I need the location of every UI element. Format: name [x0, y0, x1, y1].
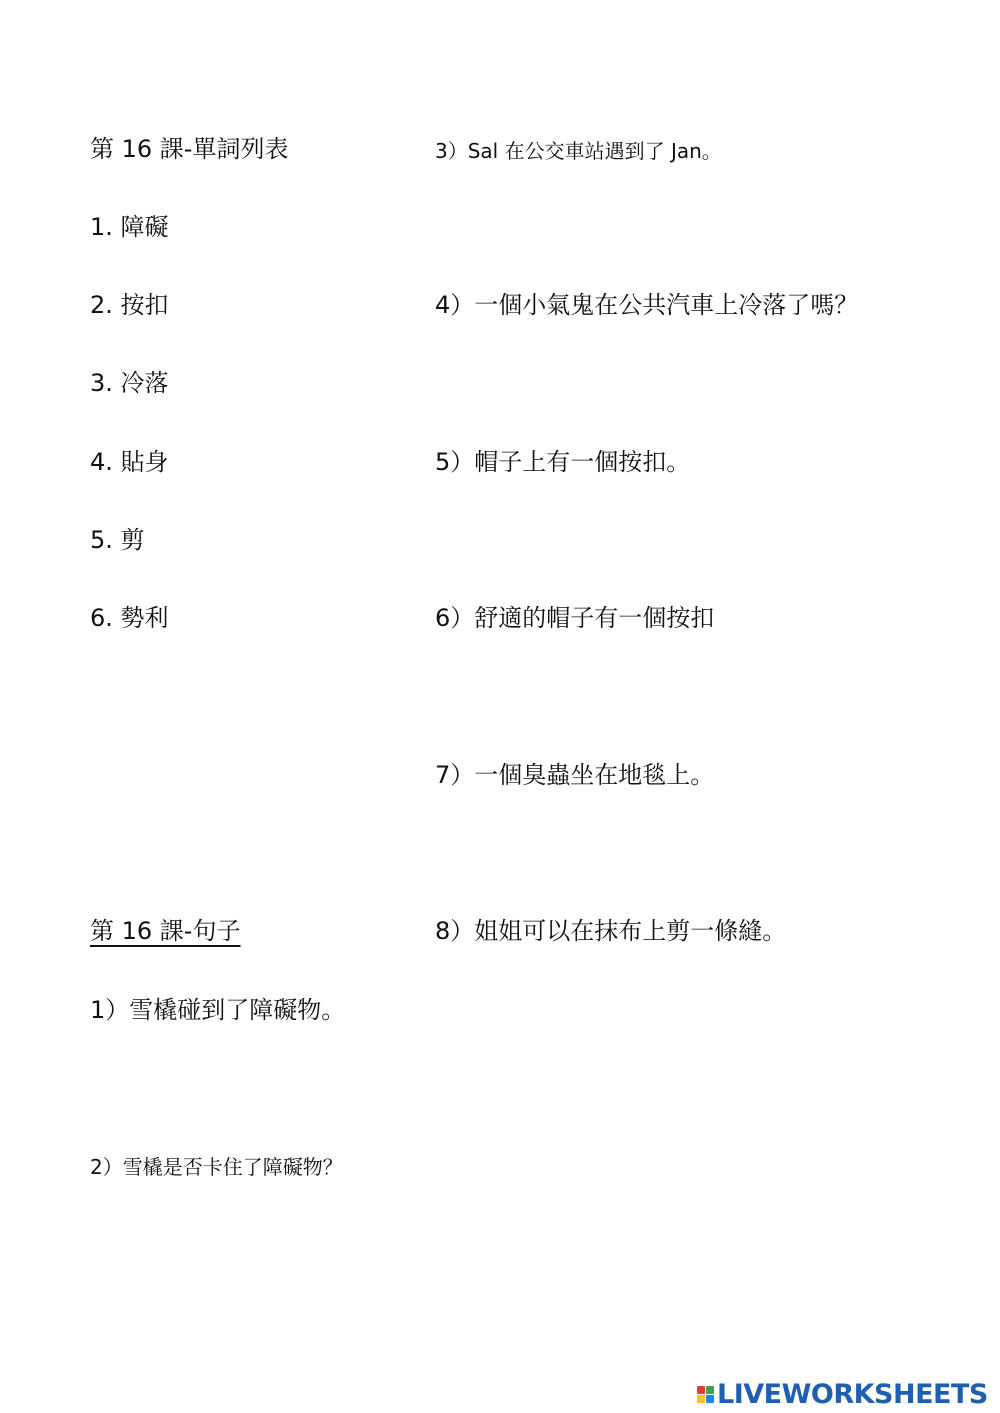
sentences-title: 第 16 課-句子: [90, 917, 241, 945]
vocab-title: 第 16 課-單詞列表: [90, 135, 289, 163]
vocab-item-2: 2. 按扣: [90, 291, 169, 319]
sentence-8: 8）姐姐可以在抹布上剪一條縫。: [435, 917, 787, 945]
sentence-5: 5）帽子上有一個按扣。: [435, 448, 691, 476]
logo-text: LIVEWORKSHEETS: [717, 1378, 988, 1410]
vocab-item-1: 1. 障礙: [90, 213, 169, 241]
sentence-2: 2）雪橇是否卡住了障礙物？: [90, 1155, 343, 1179]
sentence-3: 3）Sal 在公交車站遇到了 Jan。: [435, 139, 722, 163]
sentence-1: 1）雪橇碰到了障礙物。: [90, 996, 346, 1024]
logo-mark-icon: [697, 1386, 714, 1403]
sentence-4: 4）一個小氣鬼在公共汽車上冷落了嗎？: [435, 291, 859, 319]
sentence-6: 6）舒適的帽子有一個按扣: [435, 604, 715, 632]
vocab-item-3: 3. 冷落: [90, 369, 169, 397]
sentence-7: 7）一個臭蟲坐在地毯上。: [435, 761, 715, 789]
liveworksheets-logo: [697, 1378, 988, 1410]
vocab-item-4: 4. 貼身: [90, 448, 169, 476]
vocab-item-5: 5. 剪: [90, 526, 145, 554]
vocab-item-6: 6. 勢利: [90, 604, 169, 632]
